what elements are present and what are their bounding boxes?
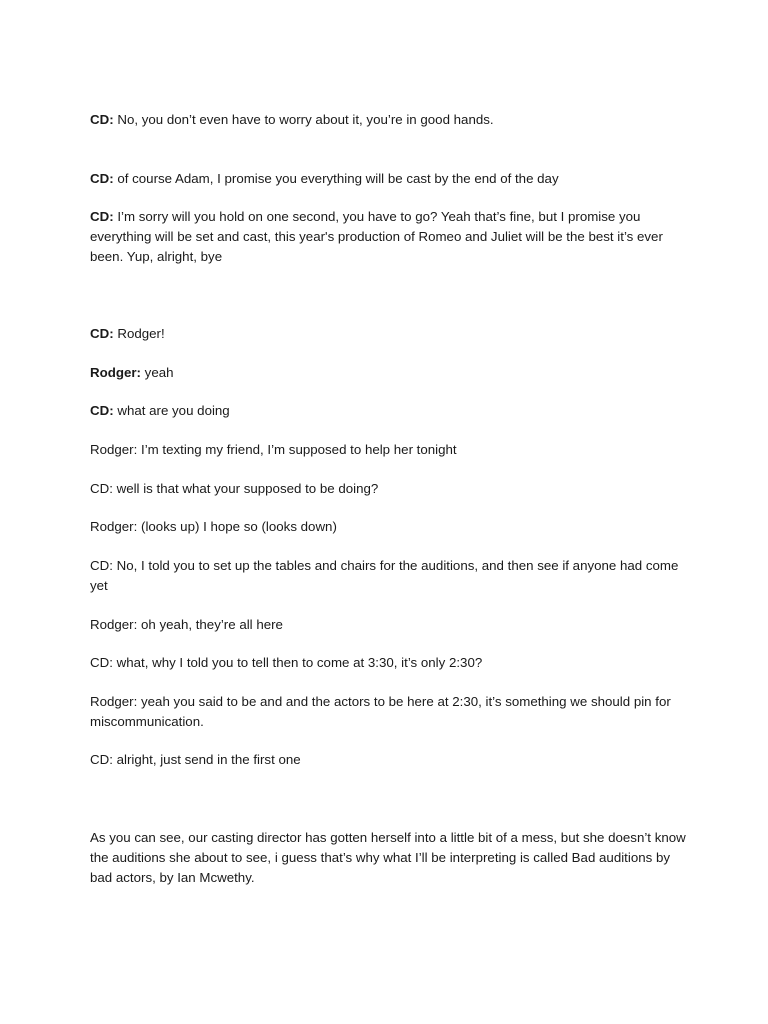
dialogue-text: what, why I told you to tell then to come at 3:30, it’s only 2:30? xyxy=(116,655,483,670)
speaker-label: CD: xyxy=(90,558,113,573)
dialogue-text: No, you don’t even have to worry about it, you’re in good hands. xyxy=(117,112,494,127)
dialogue-text: Rodger! xyxy=(117,326,165,341)
dialogue-text: what are you doing xyxy=(117,403,230,418)
speaker-label: CD: xyxy=(90,171,114,186)
dialogue-text: (looks up) I hope so (looks down) xyxy=(141,519,337,534)
speaker-label: CD: xyxy=(90,403,114,418)
dialogue-text: alright, just send in the first one xyxy=(116,752,301,767)
dialogue-text: yeah you said to be and and the actors to be here at 2:30, it’s something we should pin for miscommunication. xyxy=(90,694,671,729)
speaker-label: CD: xyxy=(90,112,114,127)
dialogue-line xyxy=(90,207,690,267)
dialogue-text: I’m texting my friend, I’m supposed to help her tonight xyxy=(141,442,457,457)
speaker-label: CD: xyxy=(90,209,114,224)
dialogue-line xyxy=(90,556,690,596)
dialogue-line xyxy=(90,692,690,732)
dialogue-line xyxy=(90,440,690,460)
speaker-label: CD: xyxy=(90,655,113,670)
speaker-label: Rodger: xyxy=(90,365,141,380)
dialogue-line xyxy=(90,324,690,344)
dialogue-line xyxy=(90,110,690,130)
dialogue-line xyxy=(90,401,690,421)
dialogue-line xyxy=(90,750,690,770)
speaker-label: CD: xyxy=(90,326,114,341)
narration-paragraph: As you can see, our casting director has gotten herself into a little bit of a mess, but she doesn’t know the auditions she about to see, i guess that’s why what I’ll be interpreting is called Bad auditions by bad actors, by Ian Mcwethy. xyxy=(90,830,686,885)
dialogue-line xyxy=(90,169,690,189)
speaker-label: Rodger: xyxy=(90,519,138,534)
speaker-label: CD: xyxy=(90,752,113,767)
dialogue-line xyxy=(90,653,690,673)
dialogue-text: No, I told you to set up the tables and chairs for the auditions, and then see if anyone had come yet xyxy=(90,558,679,593)
dialogue-text: oh yeah, they’re all here xyxy=(141,617,283,632)
dialogue-text: yeah xyxy=(144,365,174,380)
dialogue-text: well is that what your supposed to be doing? xyxy=(116,481,379,496)
speaker-label: Rodger: xyxy=(90,442,138,457)
dialogue-line xyxy=(90,517,690,537)
dialogue-line xyxy=(90,479,690,499)
dialogue-line xyxy=(90,363,690,383)
speaker-label: Rodger: xyxy=(90,617,138,632)
dialogue-text: of course Adam, I promise you everything will be cast by the end of the day xyxy=(117,171,559,186)
dialogue-text: I’m sorry will you hold on one second, you have to go? Yeah that’s fine, but I promise you everything will be set and cast, this year's production of Romeo and Juliet will be the best it’s ever been. Yup, alright, bye xyxy=(90,209,663,264)
speaker-label: Rodger: xyxy=(90,694,138,709)
dialogue-line xyxy=(90,615,690,635)
speaker-label: CD: xyxy=(90,481,113,496)
